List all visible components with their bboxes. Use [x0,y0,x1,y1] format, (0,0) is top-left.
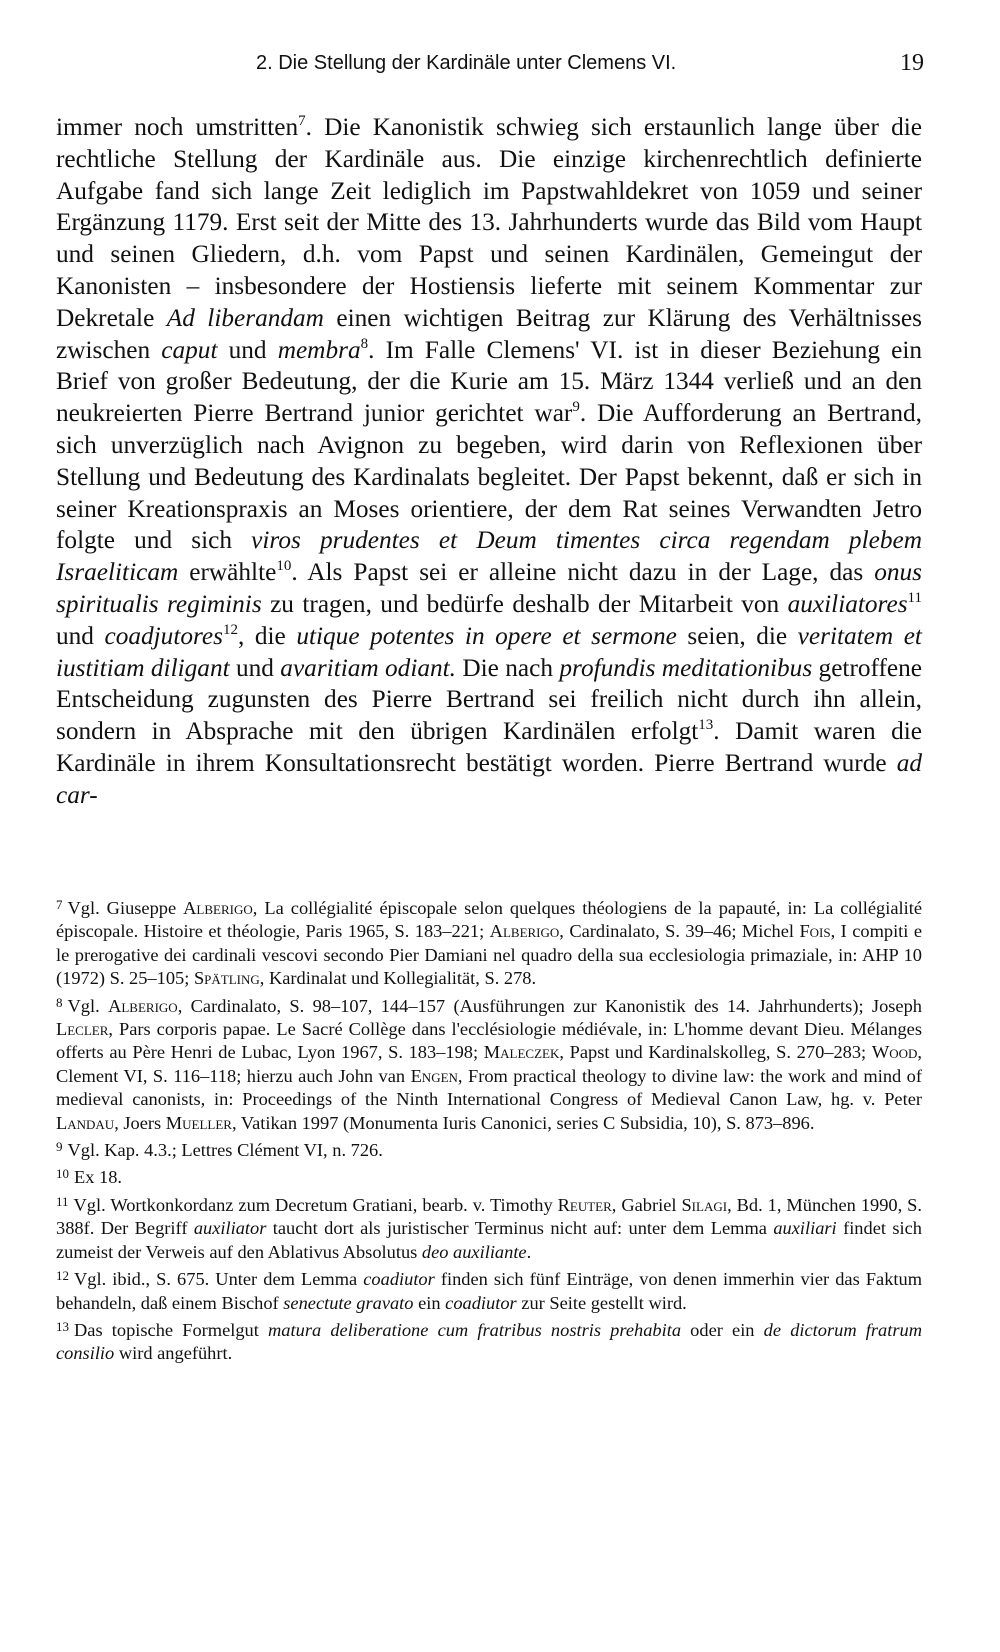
footnote-9 [56,1135,922,1162]
text-run: immer noch umstritten [56,113,299,141]
italic-text: de dictorum fratrum consilio [56,1319,922,1364]
text-run: , La collégialité épiscopale selon quelques théologiens de la papauté, in: La collégialité épiscopale. Histoire et théologie, Paris 1965, S. 183–221; [56,898,922,942]
text-run: Vgl. Wortkonkordanz zum Decretum Gratiani, bearb. v. Timothy [73,1194,558,1215]
text-run: oder ein [681,1319,764,1340]
italic-text: membra [277,335,361,364]
italic-text: auxiliator [193,1218,267,1239]
text-run: Vgl. [67,995,109,1016]
footnote-number: 11 [56,1193,69,1209]
italic-text: deo auxiliante [421,1241,527,1262]
text-run: getroffene Entscheidung zugunsten des Pierre Bertrand sei freilich nicht durch ihn allein, sondern in Absprache mit den übrigen Kardinälen erfolgt [56,653,923,746]
text-run: und [56,621,105,650]
footnotes [56,893,922,1366]
footnote-7 [56,893,922,991]
text-run: und [217,335,278,364]
text-run: ein [413,1292,446,1313]
italic-text: coadjutores [104,621,223,650]
text-run: , Bd. 1, München 1990, S. 388f. Der Begriff [56,1194,922,1239]
text-run: . Im Falle Clemens' VI. ist in dieser Beziehung ein Brief von großer Bedeutung, der die Kurie am 15. März 1344 verließ und an den neukreierten Pierre Bertrand junior gerichtet war [56,335,923,428]
italic-text: profundis meditationibus [559,653,813,682]
text-run: . Die Aufforderung an Bertrand, sich unverzüglich nach Avignon zu begeben, wird darin von Reflexionen über Stellung und Bedeutung des Kardinalats begleitet. Der Papst bekennt, daß er sich in seiner Kreationspraxis an Moses orientiere, der dem Rat seines Verwandten Jetro folgte und sich [56,399,922,555]
author-name: Alberigo [489,921,560,942]
text-run: seien, die [676,621,798,650]
text-run: Vgl. Giuseppe [67,898,184,918]
footnote-11 [56,1190,922,1264]
italic-text: caput [161,335,218,364]
text-run: finden sich fünf Einträge, von denen immerhin vier das Faktum behandeln, daß einem Bischof [56,1269,923,1313]
text-run: . [526,1241,532,1262]
italic-text: coadiutor [445,1292,517,1313]
text-run: . Damit waren die Kardinäle in ihrem Konsultationsrecht bestätigt worden. Pierre Bertrand wurde [56,717,922,777]
italic-text: Ad liberandam [166,303,324,332]
footnote-number: 12 [56,1268,69,1284]
author-name: Reuter [557,1194,612,1215]
italic-text: matura deliberatione cum fratribus nostris prehabita [268,1319,682,1340]
italic-text: onus spiritualis regiminis [56,558,922,618]
author-name: Wood [871,1042,918,1063]
footnote-reference: 11 [907,589,922,606]
text-run: erwählte [178,558,277,587]
footnote-reference: 13 [698,717,714,734]
text-run: wird angeführt. [114,1343,233,1364]
footnote-reference: 12 [223,621,238,638]
author-name: Silagi [681,1194,728,1215]
italic-text: auxiliatores [787,589,908,618]
footnote-reference: 10 [276,558,292,575]
footnote-number: 10 [56,1166,69,1182]
footnote-number: 8 [56,994,63,1010]
running-title: 2. Die Stellung der Kardinäle unter Clemens VI. [256,52,677,74]
text-run: findet sich zumeist der Verweis auf den Ablativus Absolutus [56,1218,922,1262]
footnote-10 [56,1162,922,1189]
text-run: und [229,653,281,682]
text-run: Die nach [456,653,560,682]
text-run: , Cardinalato, S. 39–46; Michel [559,921,800,942]
text-run: zur Seite gestellt wird. [516,1292,687,1313]
text-run: , I compiti e le prerogative dei cardinali vescovi secondo Pier Damiani nel quadro della sua ecclesiologia primaziale, in: AHP 10 (1972) S. 25–105; [56,921,922,989]
italic-text: ad car- [56,748,922,809]
text-run: Vgl. ibid., S. 675. Unter dem Lemma [74,1269,364,1290]
text-run: , Clement VI, S. 116–118; hierzu auch John van [56,1042,922,1086]
text-run: , Cardinalato, S. 98–107, 144–157 (Ausführungen zur Kanonistik des 14. Jahrhunderts); Joseph [177,995,922,1016]
main-text [56,112,922,812]
author-name: Landau [56,1112,115,1133]
footnote-number: 9 [56,1139,63,1155]
text-run: , Joers [114,1112,166,1133]
author-name: Lecler [56,1019,109,1040]
footnote-number: 13 [56,1318,69,1334]
italic-text: viros prudentes et Deum timentes circa regendam plebem Israeliticam [56,526,922,587]
text-run: taucht dort als juristischer Terminus nicht auf: unter dem Lemma [266,1218,774,1239]
text-run: , Papst und Kardinalskolleg, S. 270–283; [559,1042,872,1063]
text-run: Das topische Formelgut [74,1319,269,1340]
author-name: Alberigo [183,898,253,918]
text-run: , Kardinalat und Kollegialität, S. 278. [259,968,537,989]
running-header [56,52,924,84]
text-run: , Gabriel [611,1194,682,1215]
text-run: Ex 18. [74,1167,123,1188]
text-run: . Die Kanonistik schwieg sich erstaunlich lange über die rechtliche Stellung der Kardinäle aus. Die einzige kirchenrechtlich definierte Aufgabe fand sich lange Zeit lediglich im Papstwahldekret von 1059 und seiner Ergänzung 1179. Erst seit der Mitte des 13. Jahrhunderts wurde das Bild vom Haupt und seinen Gliedern, d.h. vom Papst und seinen Kardinälen, Gemeingut der Kanonisten – insbesondere der Hostiensis lieferte mit seinem Kommentar zur Dekretale [56,113,922,332]
footnote-reference: 9 [572,399,580,416]
text-run: , From practical theology to divine law: the work and mind of medieval canonists, in: Proceedings of the Ninth International Congress of Medieval Canon Law, hg. v. Peter [56,1065,922,1110]
author-name: Maleczek [483,1042,560,1063]
footnote-number: 7 [56,897,63,912]
footnote-13 [56,1315,922,1366]
footnote-8 [56,991,922,1135]
author-name: Fois [799,921,831,942]
italic-text: senectute gravato [283,1292,414,1313]
italic-text: avaritiam odiant. [280,653,457,682]
text-run: , Vatikan 1997 (Monumenta Iuris Canonici, series C Subsidia, 10), S. 873–896. [231,1112,815,1133]
italic-text: veritatem et iustitiam diligant [56,621,922,682]
body-paragraph [56,112,922,812]
author-name: Alberigo [108,995,178,1016]
page-number: 19 [900,50,924,76]
author-name: Mueller [165,1112,232,1133]
italic-text: auxiliari [773,1218,837,1239]
italic-text: utique potentes in opere et sermone [296,621,677,650]
author-name: Spätling [193,968,260,989]
text-run: , die [238,621,297,650]
text-run: , Pars corporis papae. Le Sacré Collège dans l'ecclésiologie médiévale, in: L'homme devant Dieu. Mélanges offerts au Père Henri de Lubac, Lyon 1967, S. 183–198; [56,1019,922,1063]
author-name: Engen [410,1065,458,1086]
footnote-12 [56,1264,922,1315]
text-run: einen wichtigen Beitrag zur Klärung des Verhältnisses zwischen [56,303,922,364]
text-run: zu tragen, und bedürfe deshalb der Mitarbeit von [261,589,788,618]
italic-text: coadiutor [363,1269,435,1290]
text-run: . Als Papst sei er alleine nicht dazu in der Lage, das [291,558,875,587]
footnote-reference: 7 [298,113,306,129]
text-run: Vgl. Kap. 4.3.; Lettres Clément VI, n. 726. [67,1140,383,1161]
footnote-reference: 8 [360,335,369,352]
